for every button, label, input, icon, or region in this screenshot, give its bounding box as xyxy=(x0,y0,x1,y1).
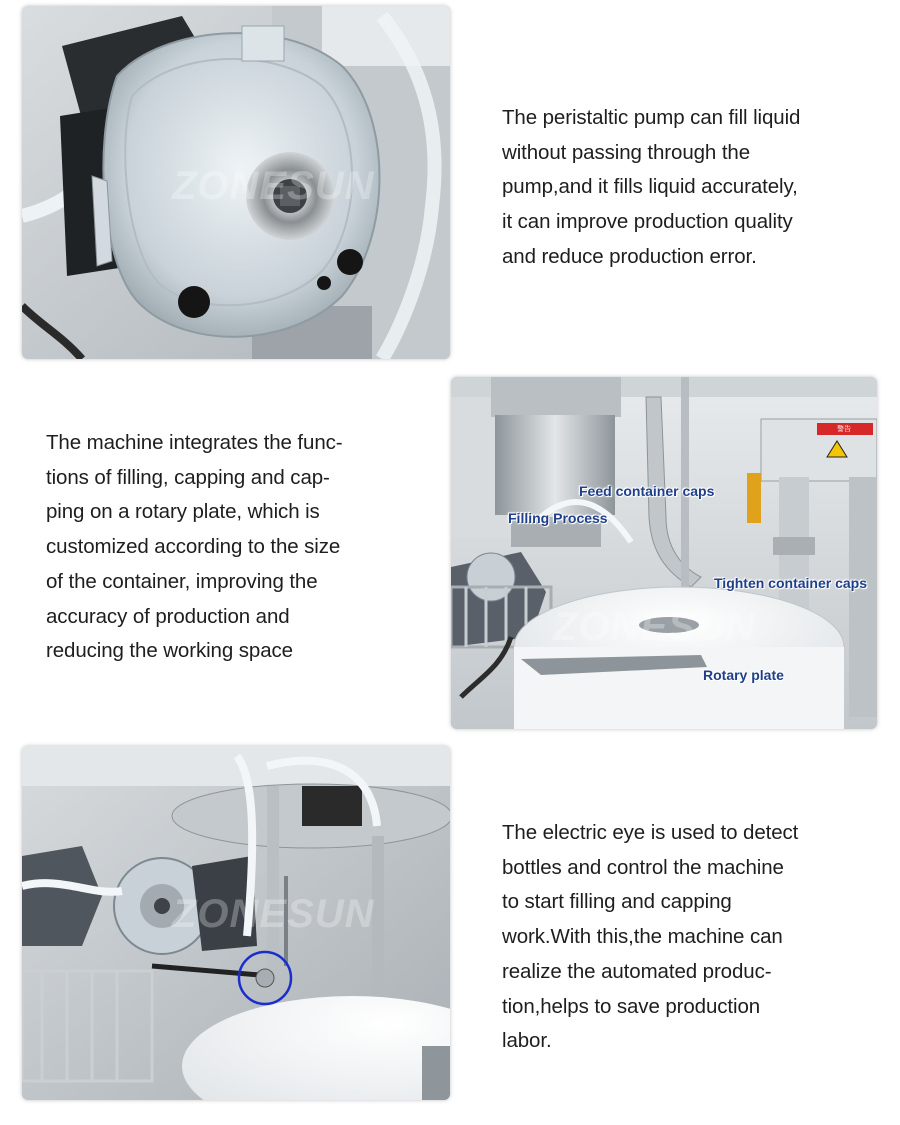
rotary-description: The machine integrates the func- tions of filling, capping and cap- ping on a rotary plate, which is customized according to the size of the container, improving the accuracy of production and reducing the working space xyxy=(46,431,343,663)
callout-filling-process: Filling Process xyxy=(508,510,608,526)
warning-label: 警告 xyxy=(837,426,851,433)
pump-photo xyxy=(22,6,450,359)
watermark: ZONESUN xyxy=(172,892,375,936)
callout-feed-caps: Feed container caps xyxy=(579,483,715,499)
electric-eye-description: The electric eye is used to detect bottles and control the machine to start filling and capping work.With this,the machine can realize the automated produc- tion,helps to save production labor. xyxy=(502,821,799,1053)
watermark: ZONESUN xyxy=(172,164,375,208)
electric-eye-photo xyxy=(22,746,450,1100)
callout-rotary-plate: Rotary plate xyxy=(703,667,784,683)
pump-description: The peristaltic pump can fill liquid without passing through the pump,and it fills liquid accurately, it can improve production quality and reduce production error. xyxy=(502,106,801,268)
rotary-photo xyxy=(451,377,877,729)
watermark: ZONESUN xyxy=(553,605,756,649)
callout-tighten-caps: Tighten container caps xyxy=(714,575,867,591)
